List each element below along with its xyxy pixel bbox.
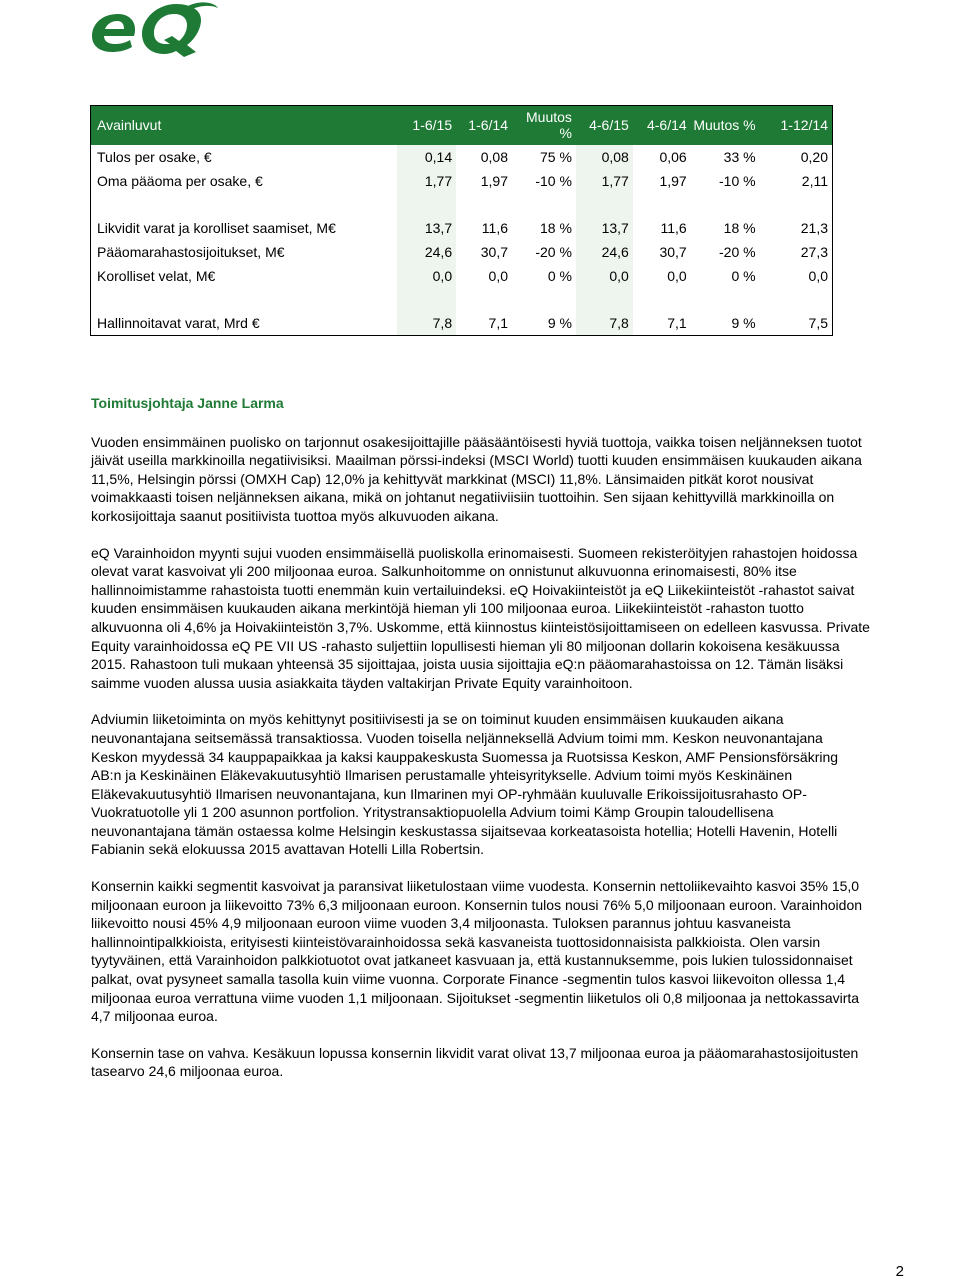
table-cell: 30,7 [659, 243, 687, 260]
table-cell: 0,0 [576, 264, 633, 288]
table-cell: Likvidit varat ja korolliset saamiset, M€ [97, 219, 336, 236]
table-cell: 75 % [540, 148, 572, 165]
eq-logo [88, 0, 220, 58]
paragraph: eQ Varainhoidon myynti sujui vuoden ensimmäisellä puoliskolla erinomaisesti. Suomeen rekisteröityjen rahastojen hoidossa olevat varat kasvoivat yli 200 miljoonaa euroa. Salkunhoitomme on onnistunut alkuvuonna erinomaisesti, 80% itse hallinnoimistamme rahastoista tuotti enemmän kuin vertailuindeksi. eQ Hoivakiinteistöt ja eQ Liikekiinteistöt -rahastot saivat kuuden ensimmäisen kuukauden aikana merkintöjä hieman yli 100 miljoonaa euroa. Liikekiinteistöt -rahaston tuotto alkuvuonna oli 4,6% ja Hoivakiinteistön 3,7%. Uskomme, että kiinnostus kiinteistösijoittamiseen on edelleen kasvussa. Private Equity varainhoidossa eQ PE VII US -rahasto suljettiin lopullisesti hieman yli 80 miljoonan dollarin kokoisena kesäkuussa 2015. Rahastoon tuli mukaan yhteensä 35 sijoittajaa, joista uusia sijoittajia eQ:n pääomarahastoissa on 12. Tämän lisäksi saimme vuoden alussa uusia asiakkaita täyden valtakirjan Private Equity varainhoitoon. [91, 544, 870, 691]
table-spacer-row [91, 193, 833, 216]
table-cell: 7,5 [808, 315, 828, 332]
column-header: Muutos % [526, 109, 572, 142]
table-row [91, 264, 833, 288]
column-header: Muutos % [693, 117, 756, 134]
table-cell: 0,0 [488, 267, 508, 284]
table-cell: 0,0 [667, 267, 687, 284]
table-cell: 18 % [723, 219, 756, 236]
table-cell: -10 % [535, 172, 572, 189]
table-spacer-row [91, 288, 833, 312]
table-cell: 1,97 [480, 172, 508, 189]
table-cell: 0,20 [800, 148, 828, 165]
column-header: 1-12/14 [780, 117, 828, 134]
table-row [91, 216, 833, 240]
table-cell: 0 % [547, 267, 572, 284]
table-cell: -20 % [719, 243, 756, 260]
paragraph: Adviumin liiketoiminta on myös kehittynyt positiivisesti ja se on toiminut kuuden ensimmäisen kuukauden aikana neuvonantajana seitsemässä transaktiossa. Vuoden toisella neljänneksellä Advium toimi mm. Keskon neuvonantajana Keskon myydessä 34 kauppapaikkaa ja kaksi kauppakeskusta Suomessa ja Ruotsissa Keskon, AMF Pensionsförsäkring AB:n ja Keskinäinen Eläkevakuutusyhtiö Ilmarisen perustamalle yhteisyritykselle. Advium toimi myös Keskinäinen Eläkevakuutusyhtiö Ilmarisen neuvonantajana, kun Ilmarinen myi OP-ryhmään kuuluvalle Erikoissijoitusrahasto OP-Vuokratuotolle yli 1 200 asunnon portfolion. Yritystransaktiopuolella Advium toimi Kämp Groupin taloudellisena neuvonantajana tämän ostaessa kolme Helsingin keskustassa sijaitsevaa korkeatasoista hotellia; Hotelli Havenin, Hotelli Fabianin sekä elokuussa 2015 avattavan Hotelli Lilla Robertsin. [91, 711, 839, 858]
table-cell: -10 % [719, 172, 756, 189]
key-figures-table [90, 105, 833, 336]
table-cell: 1,77 [576, 169, 633, 193]
table-cell: 1,77 [397, 169, 456, 193]
table-cell: Pääomarahastosijoitukset, M€ [97, 243, 285, 260]
table-cell: 11,6 [660, 219, 687, 236]
table-cell: 0,0 [808, 267, 828, 284]
paragraph: Vuoden ensimmäinen puolisko on tarjonnut osakesijoittajille pääsääntöisesti hyviä tuottoja, vaikka toisen neljänneksen tuotot jäivät useilla markkinoilla negatiivisiksi. Maailman pörssi-indeksi (MSCI World) tuotti kuuden ensimmäisen kuukauden aikana 11,5%, Helsingin pörssi (OMXH Cap) 12,0% ja kehittyvät markkinat (MSCI) 11,8%. Länsimaiden pitkät korot nousivat voimakkaasti toisen neljänneksen aikana, mikä on johtanut negatiiviisiin tuottoihin. Sen sijaan kehittyvillä markkinoilla on korkosijoittaja saanut positiivista tuottoa myös alkuvuoden aikana. [91, 433, 862, 524]
column-header: Avainluvut [97, 117, 162, 134]
paragraph: Konsernin tase on vahva. Kesäkuun lopussa konsernin likvidit varat olivat 13,7 miljoonaa euroa ja pääomarahastosijoitusten tasearvo 24,6 miljoonaa euroa. [91, 1044, 859, 1080]
table-cell: Oma pääoma per osake, € [97, 172, 263, 189]
table-cell: 0,14 [397, 145, 456, 169]
page-number: 2 [895, 1263, 904, 1280]
table-cell: 1,97 [659, 172, 687, 189]
table-row [91, 240, 833, 264]
table-cell: 13,7 [397, 216, 456, 240]
section-heading: Toimitusjohtaja Janne Larma [91, 395, 284, 411]
table-cell: 7,8 [576, 312, 633, 336]
table-cell: 7,8 [397, 312, 456, 336]
table-cell: 24,6 [397, 240, 456, 264]
table-header-row [91, 106, 833, 145]
table-cell: 33 % [723, 148, 756, 165]
table-cell: -20 % [535, 243, 572, 260]
ceo-review [91, 394, 871, 1099]
column-header: 1-6/15 [412, 117, 453, 134]
table-row [91, 312, 833, 336]
column-header: 4-6/14 [646, 117, 687, 134]
paragraph: Konsernin kaikki segmentit kasvoivat ja paransivat liiketulostaan viime vuodesta. Konsernin nettoliikevaihto kasvoi 35% 15,0 miljoonaan euroon ja liikevoitto 73% 6,3 miljoonaan euroon. Konsernin tulos nousi 76% 5,0 miljoonaan euroon. Varainhoidon liikevoitto nousi 45% 4,9 miljoonaan euroon viime vuoden 3,4 miljoonasta. Tuloksen parannus johtuu kasvaneista hallinnointipalkkioista, erityisesti kiinteistövarainhoidossa sekä kasvaneista tuottosidonnaisista palkkioista. Olen varsin tyytyväinen, että Varainhoidon palkkiotuotot ovat jatkaneet kasvuaan ja, että kustannuksemme, pois lukien tulossidonnaiset palkat, ovat pysyneet samalla tasolla kuin viime vuonna. Corporate Finance -segmentin tulos kasvoi liikevoiton ollessa 1,4 miljoonaa euroa verrattuna viime vuoden 1,1 miljoonaan. Sijoitukset -segmentin liiketulos oli 0,8 miljoonaa ja nettokassavirta 4,7 miljoonaa euroa. [91, 878, 863, 1025]
table-cell: Tulos per osake, € [97, 148, 212, 165]
table-cell: 9 % [731, 315, 756, 332]
table-cell: 0 % [731, 267, 756, 284]
column-header: 1-6/14 [468, 117, 508, 134]
table-cell: 21,3 [800, 219, 828, 236]
table-cell: Hallinnoitavat varat, Mrd € [97, 315, 260, 332]
column-header: 4-6/15 [589, 117, 629, 134]
table-row [91, 145, 833, 169]
table-cell: 7,1 [488, 315, 508, 332]
table-cell: 24,6 [576, 240, 633, 264]
table-cell: 0,06 [659, 148, 687, 165]
table-cell: 0,08 [480, 148, 508, 165]
table-cell: 13,7 [576, 216, 633, 240]
table-cell: 0,08 [576, 145, 633, 169]
table-cell: 11,6 [481, 219, 508, 236]
table-cell: 30,7 [480, 243, 508, 260]
table-cell: Korolliset velat, M€ [97, 267, 216, 284]
table-cell: 27,3 [800, 243, 828, 260]
table-cell: 2,11 [801, 172, 828, 189]
table-cell: 7,1 [667, 315, 687, 332]
table-cell: 0,0 [397, 264, 456, 288]
table-cell: 9 % [547, 315, 572, 332]
table-cell: 18 % [540, 219, 572, 236]
table-row [91, 169, 833, 193]
